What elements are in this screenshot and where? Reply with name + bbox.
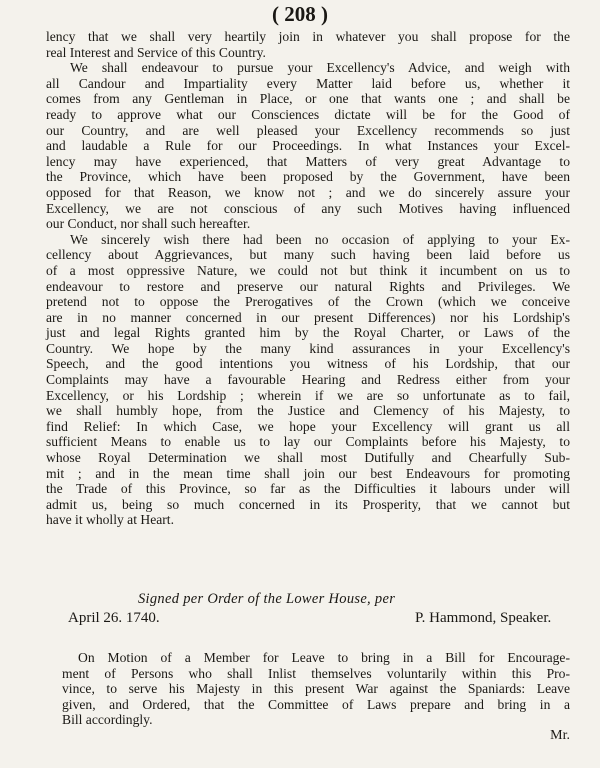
text-line: Bill accordingly. <box>62 712 153 728</box>
speaker-name: P. Hammond, Speaker. <box>415 610 552 626</box>
date-line: April 26. 1740. <box>68 610 160 626</box>
text-line: opposed for that Reason, we know not ; and we do sincerely assure your <box>46 184 570 200</box>
address-text <box>46 29 570 528</box>
text-line: Excellency, we are not conscious of any such Motives having influenced <box>46 200 570 216</box>
text-line: comes from any Gentleman in Place, or one that wants one ; and shall be <box>46 91 570 107</box>
text-line: our Country, and are well pleased your Excellency recommends so just <box>46 122 570 138</box>
text-line: lency that we shall very heartily join in whatever you shall propose for the <box>46 29 570 44</box>
text-line: mit ; and in the mean time shall join our best Endeavours for promoting <box>46 465 570 481</box>
text-line: cellency about Aggrievances, but many such having been laid before us <box>46 247 570 263</box>
text-line: admit us, being so much concerned in its Prosperity, that we cannot but <box>46 496 570 512</box>
text-line: all Candour and Impartiality every Matter laid before us, whether it <box>46 75 570 91</box>
text-line: ready to approve what our Consciences dictate will be for the Good of <box>46 106 570 122</box>
text-line: find Relief: In which Case, we hope your Excellency will grant us all <box>46 418 570 434</box>
text-line: Country. We hope by the many kind assurances in your Excellency's <box>46 340 570 356</box>
paragraph-start-line: We sincerely wish there had been no occasion of applying to your Ex- <box>70 231 570 247</box>
paragraph-start-line: On Motion of a Member for Leave to bring in a Bill for Encourage- <box>78 650 570 665</box>
page-number: ( 208 ) <box>272 2 328 26</box>
text-line: vince, to serve his Majesty in this present War against the Spaniards: Leave <box>62 681 570 697</box>
text-line: and laudable a Rule for our Proceedings. In what Instances your Excel- <box>46 138 570 154</box>
text-line: endeavour to restore and preserve our natural Rights and Privileges. We <box>46 278 570 294</box>
paragraph-start-line: We shall endeavour to pursue your Excellency's Advice, and weigh with <box>70 60 570 76</box>
text-line: given, and Ordered, that the Committee of Laws prepare and bring in a <box>62 696 570 712</box>
text-line: the Province, which have been proposed by the Government, have been <box>46 169 570 185</box>
text-line: our Conduct, nor shall such hereafter. <box>46 216 251 232</box>
text-line: just and legal Rights granted him by the Royal Charter, or Laws of the <box>46 325 570 341</box>
text-line: we shall humbly hope, from the Justice and Clemency of his Majesty, to <box>46 403 570 419</box>
motion-paragraph <box>62 650 570 728</box>
text-line: Speech, and the good intentions you witness of his Lordship, that our <box>46 356 570 372</box>
text-line: Excellency, or his Lordship ; wherein if we are so unfortunate as to fail, <box>46 387 570 403</box>
text-line: whose Royal Determination we shall most Dutifully and Chearfully Sub- <box>46 450 570 466</box>
text-line: sufficient Means to enable us to lay our Complaints before his Majesty, to <box>46 434 570 450</box>
catchword: Mr. <box>550 728 570 743</box>
text-line: ment of Persons who shall Inlist themselves voluntarily within this Pro- <box>62 665 570 681</box>
signature-line: Signed per Order of the Lower House, per <box>138 591 396 607</box>
text-line: of a most oppressive Nature, we could not but think it incumbent on us to <box>46 262 570 278</box>
text-line: lency may have experienced, that Matters of very great Advantage to <box>46 153 570 169</box>
text-line: are in no manner concerned in our present Differences) nor his Lordship's <box>46 309 570 325</box>
text-line: real Interest and Service of this Country. <box>46 44 266 60</box>
text-line: have it wholly at Heart. <box>46 512 174 528</box>
text-line: Complaints may have a favourable Hearing and Redress either from your <box>46 372 570 388</box>
text-line: pretend not to oppose the Prerogatives of the Crown (which we conceive <box>46 294 570 310</box>
text-line: the Trade of this Province, so far as the Difficulties it labours under will <box>46 481 570 497</box>
